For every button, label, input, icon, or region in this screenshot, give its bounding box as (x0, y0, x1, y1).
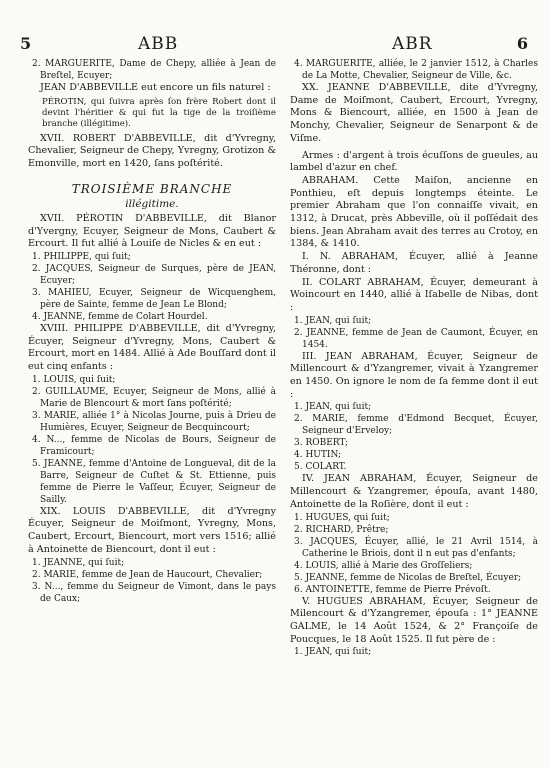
child-list-item: 6. ANTOINETTE, femme de Pierre Prévoſt. (294, 584, 491, 595)
section-heading: TROISIÈME BRANCHE (71, 181, 233, 196)
genealogy-entry: II. COLART ABRAHAM, Écuyer, demeurant à Woincourt en 1440, allié à Iſabelle de Nibas, dont : (290, 276, 538, 313)
child-list-item: 2. MARIE, femme de Jean de Haucourt, Chevalier; (32, 569, 263, 580)
child-list-item: 4. LOUIS, allié à Marie des Groſſeliers; (294, 560, 473, 571)
child-list-item: 2. RICHARD, Prêtre; (294, 524, 389, 535)
child-list-item: 2. MARGUERITE, Dame de Chepy, alliée à Jean de Breſtel, Ecuyer; (32, 59, 276, 81)
child-list-item: 1. PHILIPPE, qui ſuit; (32, 251, 131, 262)
child-list-item: 2. JEANNE, femme de Jean de Caumont, Écuyer, en 1454. (294, 327, 538, 350)
genealogy-entry: XVII. PÉROTIN D'ABBEVILLE, dit Blanor d'Yvergny, Ecuyer, Seigneur de Mons, Caubert & Ercourt. Il fut allié à Louiſe de Nicles & en eut : (28, 212, 276, 250)
right-column (290, 58, 538, 764)
child-list-item: 5. COLART. (294, 462, 347, 473)
footnote-text: PÉROTIN, qui ſuivra après ſon frère Robert dont il devint l'héritier & qui fut la tige de la troiſième branche (illégitime). (42, 96, 276, 129)
right-page-number: 6 (516, 34, 528, 53)
child-list-item: 1. JEAN, qui ſuit; (294, 647, 372, 658)
child-list-item: 2. JACQUES, Seigneur de Surques, père de JEAN, Ecuyer; (32, 263, 276, 286)
child-list-item: 3. MARIE, alliée 1° à Nicolas Journe, puis à Drieu de Humières, Ecuyer, Seigneur de Becquincourt; (32, 410, 276, 433)
child-list-item: 4. MARGUERITE, alliée, le 2 janvier 1512, à Charles de La Motte, Chevalier, Seigneur de Ville, &c. (294, 59, 538, 81)
child-list-item: 1. LOUIS, qui ſuit; (32, 374, 116, 385)
left-running-head: ABB (138, 34, 179, 54)
page-header (0, 0, 550, 54)
left-page-number: 5 (20, 34, 32, 53)
child-list-item: 1. JEAN, qui ſuit; (294, 315, 372, 326)
genealogy-entry: I. N. ABRAHAM, Écuyer, allié à Jeanne Théronne, dont : (290, 251, 538, 275)
genealogy-entry: XIX. LOUIS D'ABBEVILLE, dit d'Yvregny Écuyer, Seigneur de Moiſmont, Yvregny, Mons, Caubert, Ercourt, Biencourt, mort vers 1516; allié à Antoinette de Biencourt, dont il eut : (28, 505, 276, 555)
child-list-item: 4. N..., femme de Nicolas de Bours, Seigneur de Framicourt; (32, 434, 276, 457)
child-list-item: 4. JEANNE, femme de Colart Hourdel. (32, 311, 208, 322)
child-list-item: 5. JEANNE, femme d'Antoine de Longueval, dit de la Barre, Seigneur de Cuſtet & St. Ettienne, puis femme de Pierre le Vaſſeur, Écuyer, Seigneur de Sailly. (32, 458, 276, 505)
genealogy-entry: Armes : d'argent à trois écuſſons de gueules, au lambel d'azur en chef. (290, 149, 538, 174)
child-list-item: 3. JACQUES, Écuyer, allié, le 21 Avril 1514, à Catherine le Briois, dont il n eut pas d'enfants; (294, 536, 538, 559)
genealogy-entry: ABRAHAM. Cette Maiſon, ancienne en Ponthieu, eſt depuis longtemps éteinte. Le premier Abraham que l'on connaiſſe vivait, en 1312, à Drucat, près Abbeville, où il poſſédait des biens. Jean Abraham avait des terres au Crotoy, en 1384, & 1410. (290, 174, 538, 250)
child-list-item: 1. JEANNE, qui ſuit; (32, 557, 125, 568)
child-list-item: 3. N..., femme du Seigneur de Vimont, dans le pays de Caux; (32, 581, 276, 604)
child-list-item: 5. JEANNE, femme de Nicolas de Breſtel, Écuyer; (294, 572, 522, 583)
genealogy-entry: JEAN D'ABBEVILLE eut encore un fils naturel : (40, 82, 271, 93)
child-list-item: 3. MAHIEU, Ecuyer, Seigneur de Wicquenghem, père de Sainte, femme de Jean Le Blond; (32, 287, 276, 310)
genealogy-entry: IV. JEAN ABRAHAM, Écuyer, Seigneur de Millencourt & Yzangremer, épouſa, avant 1480, Antoinette de la Roſière, dont il eut : (290, 473, 538, 510)
genealogy-entry: XVII. ROBERT D'ABBEVILLE, dit d'Yvregny, Chevalier, Seigneur de Chepy, Yvregny, Grotizon & Emonville, mort en 1420, ſans poſtérité. (28, 132, 276, 170)
genealogy-entry: V. HUGUES ABRAHAM, Écuyer, Seigneur de Milencourt & d'Yzangremer, épouſa : 1° JEANNE GALME, le 14 Août 1524, & 2° Françoiſe de Poucques, le 18 Août 1525. Il fut père de : (290, 595, 538, 645)
section-subheading: illégitime. (125, 197, 179, 210)
child-list-item: 1. HUGUES, qui ſuit; (294, 512, 390, 523)
right-running-head: ABR (392, 34, 433, 54)
genealogy-entry: XX. JEANNE D'ABBEVILLE, dite d'Yvregny, Dame de Moiſmont, Caubert, Ercourt, Yvregny, Mons & Biencourt, alliée, en 1500 à Jean de Monchy, Chevalier, Seigneur de Senarpont & de Viſme. (290, 82, 538, 144)
child-list-item: 4. HUTIN; (294, 450, 342, 461)
child-list-item: 2. GUILLAUME, Ecuyer, Seigneur de Mons, allié à Marie de Blencourt & mort ſans poſtérité; (32, 386, 276, 409)
genealogy-entry: III. JEAN ABRAHAM, Écuyer, Seigneur de Millencourt & d'Yzangremer, vivait à Yzangremer en 1450. On ignore le nom de ſa femme dont il eut : (290, 350, 538, 400)
child-list-item: 3. ROBERT; (294, 438, 349, 449)
child-list-item: 2. MARIE, femme d'Edmond Becquet, Écuyer, Seigneur d'Erveloy; (294, 414, 538, 437)
genealogy-entry: XVIII. PHILIPPE D'ABBEVILLE, dit d'Yvregny, Écuyer, Seigneur d'Yvregny, Mons, Caubert & Ercourt, mort en 1484. Allié à Ade Bouſſard dont il eut cinq enfants : (28, 322, 276, 373)
left-column (28, 58, 276, 764)
child-list-item: 1. JEAN, qui ſuit; (294, 402, 372, 413)
